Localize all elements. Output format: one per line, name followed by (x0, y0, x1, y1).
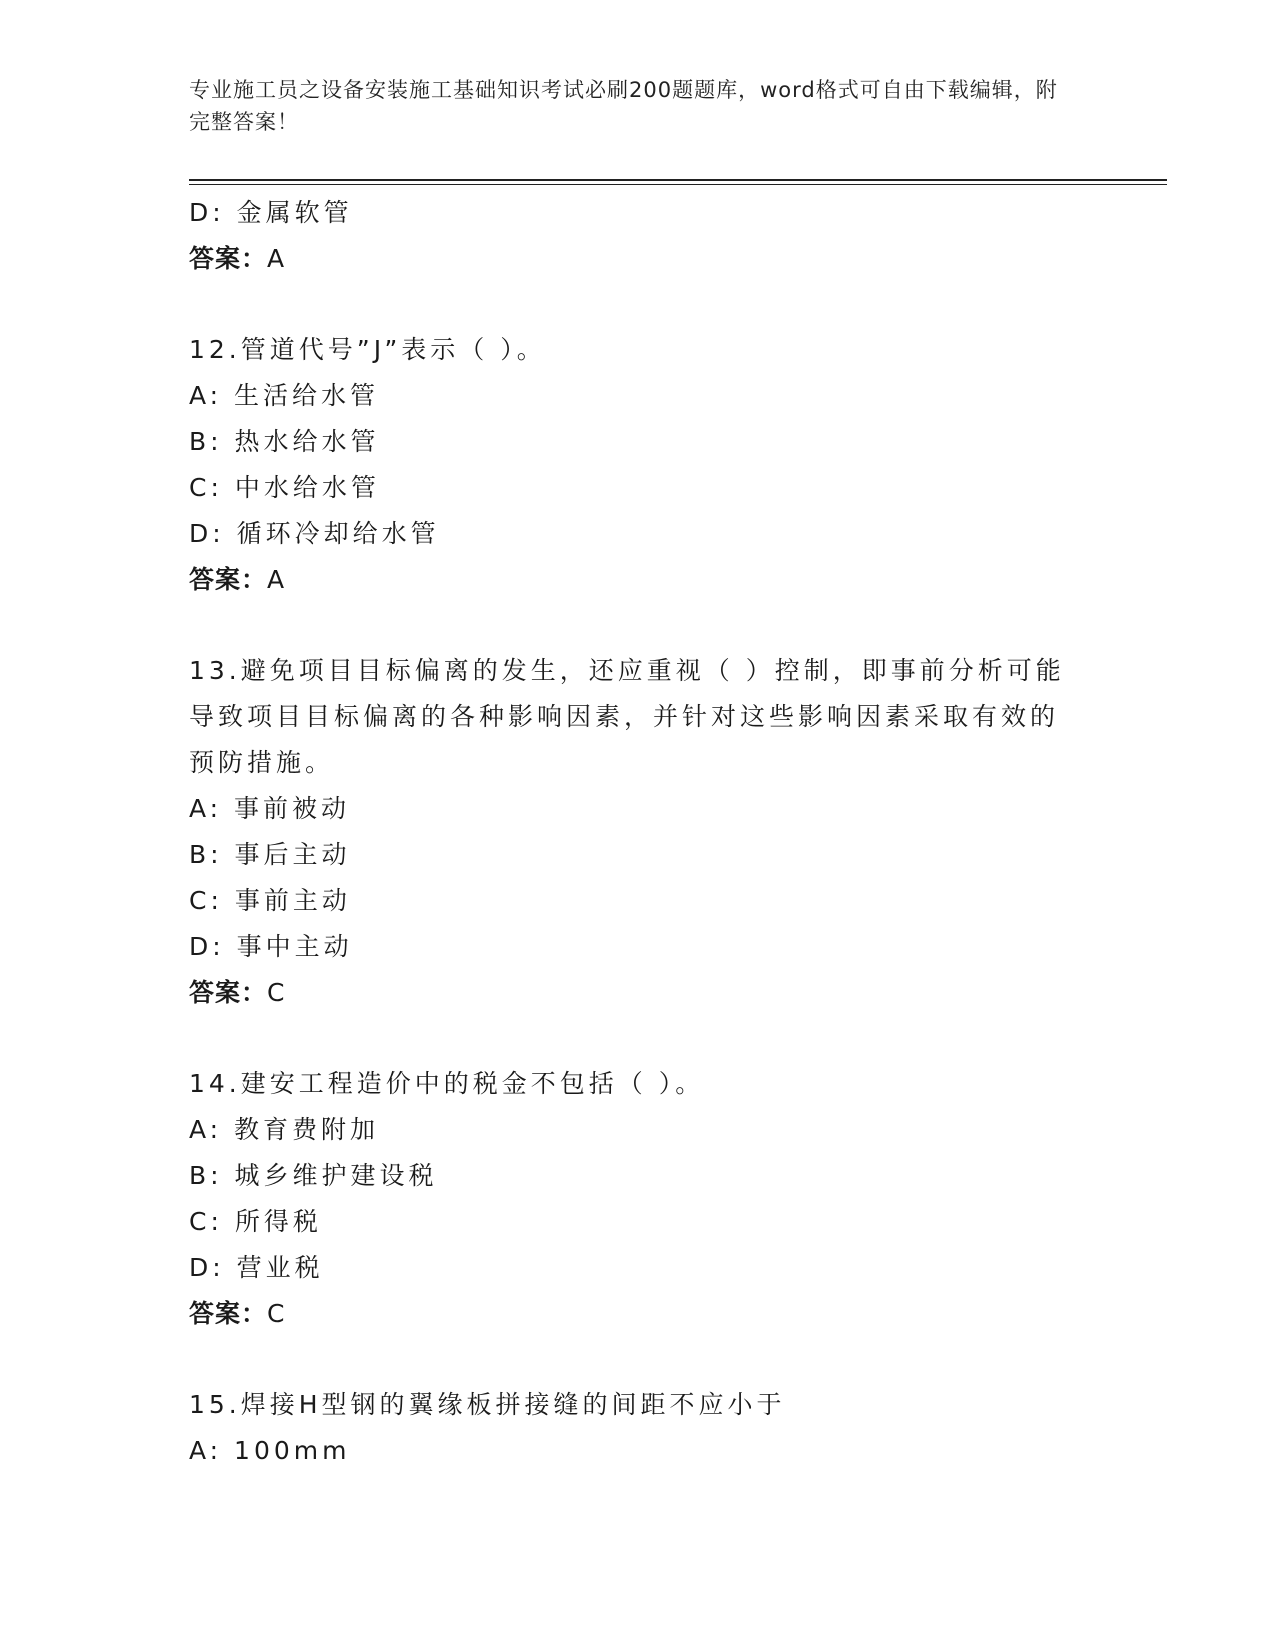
option-b: B: 城乡维护建设税 (189, 1161, 438, 1190)
option-d: D: 事中主动 (189, 932, 353, 961)
question-gap (189, 1016, 1089, 1061)
option-a: A: 教育费附加 (189, 1115, 380, 1144)
option-a: A: 事前被动 (189, 794, 351, 823)
question-gap (189, 282, 1089, 327)
answer-label: 答案： (189, 244, 268, 273)
question-gap (189, 1337, 1089, 1382)
header-rule-thick (189, 179, 1167, 181)
answer-line (189, 236, 1089, 282)
option-c: C: 中水给水管 (189, 473, 380, 502)
question-gap (189, 603, 1089, 648)
answer-label: 答案： (189, 978, 268, 1007)
option-b: B: 热水给水管 (189, 427, 380, 456)
option-a: A: 100mm (189, 1436, 351, 1465)
answer-label: 答案： (189, 1299, 268, 1328)
option-c: C: 事前主动 (189, 886, 351, 915)
answer-value: A (267, 565, 286, 594)
answer-line (189, 1291, 1089, 1337)
answer-label: 答案： (189, 565, 268, 594)
option-b: B: 事后主动 (189, 840, 351, 869)
question-content (189, 190, 1089, 1474)
option-a: A: 生活给水管 (189, 381, 380, 410)
page-header: 专业施工员之设备安装施工基础知识考试必刷200题题库，word格式可自由下载编辑，附完整答案！ (189, 78, 1058, 134)
answer-value: A (267, 244, 286, 273)
question-stem: 12.管道代号”J”表示（ ）。 (189, 335, 546, 364)
option-d: D: 营业税 (189, 1253, 324, 1282)
answer-value: C (267, 978, 286, 1007)
answer-line (189, 970, 1089, 1016)
answer-line (189, 557, 1089, 603)
header-rule-thin (189, 184, 1167, 185)
option-d: D: 循环冷却给水管 (189, 519, 440, 548)
option-c: C: 所得税 (189, 1207, 322, 1236)
question-stem: 14.建安工程造价中的税金不包括（ ）。 (189, 1069, 705, 1098)
question-stem: 15.焊接H型钢的翼缘板拼接缝的间距不应小于 (189, 1390, 786, 1419)
question-stem: 13.避免项目目标偏离的发生，还应重视（ ）控制，即事前分析可能导致项目目标偏离的各种影响因素，并针对这些影响因素采取有效的预防措施。 (189, 656, 1065, 777)
answer-value: C (267, 1299, 286, 1328)
option-d: D: 金属软管 (189, 198, 353, 227)
